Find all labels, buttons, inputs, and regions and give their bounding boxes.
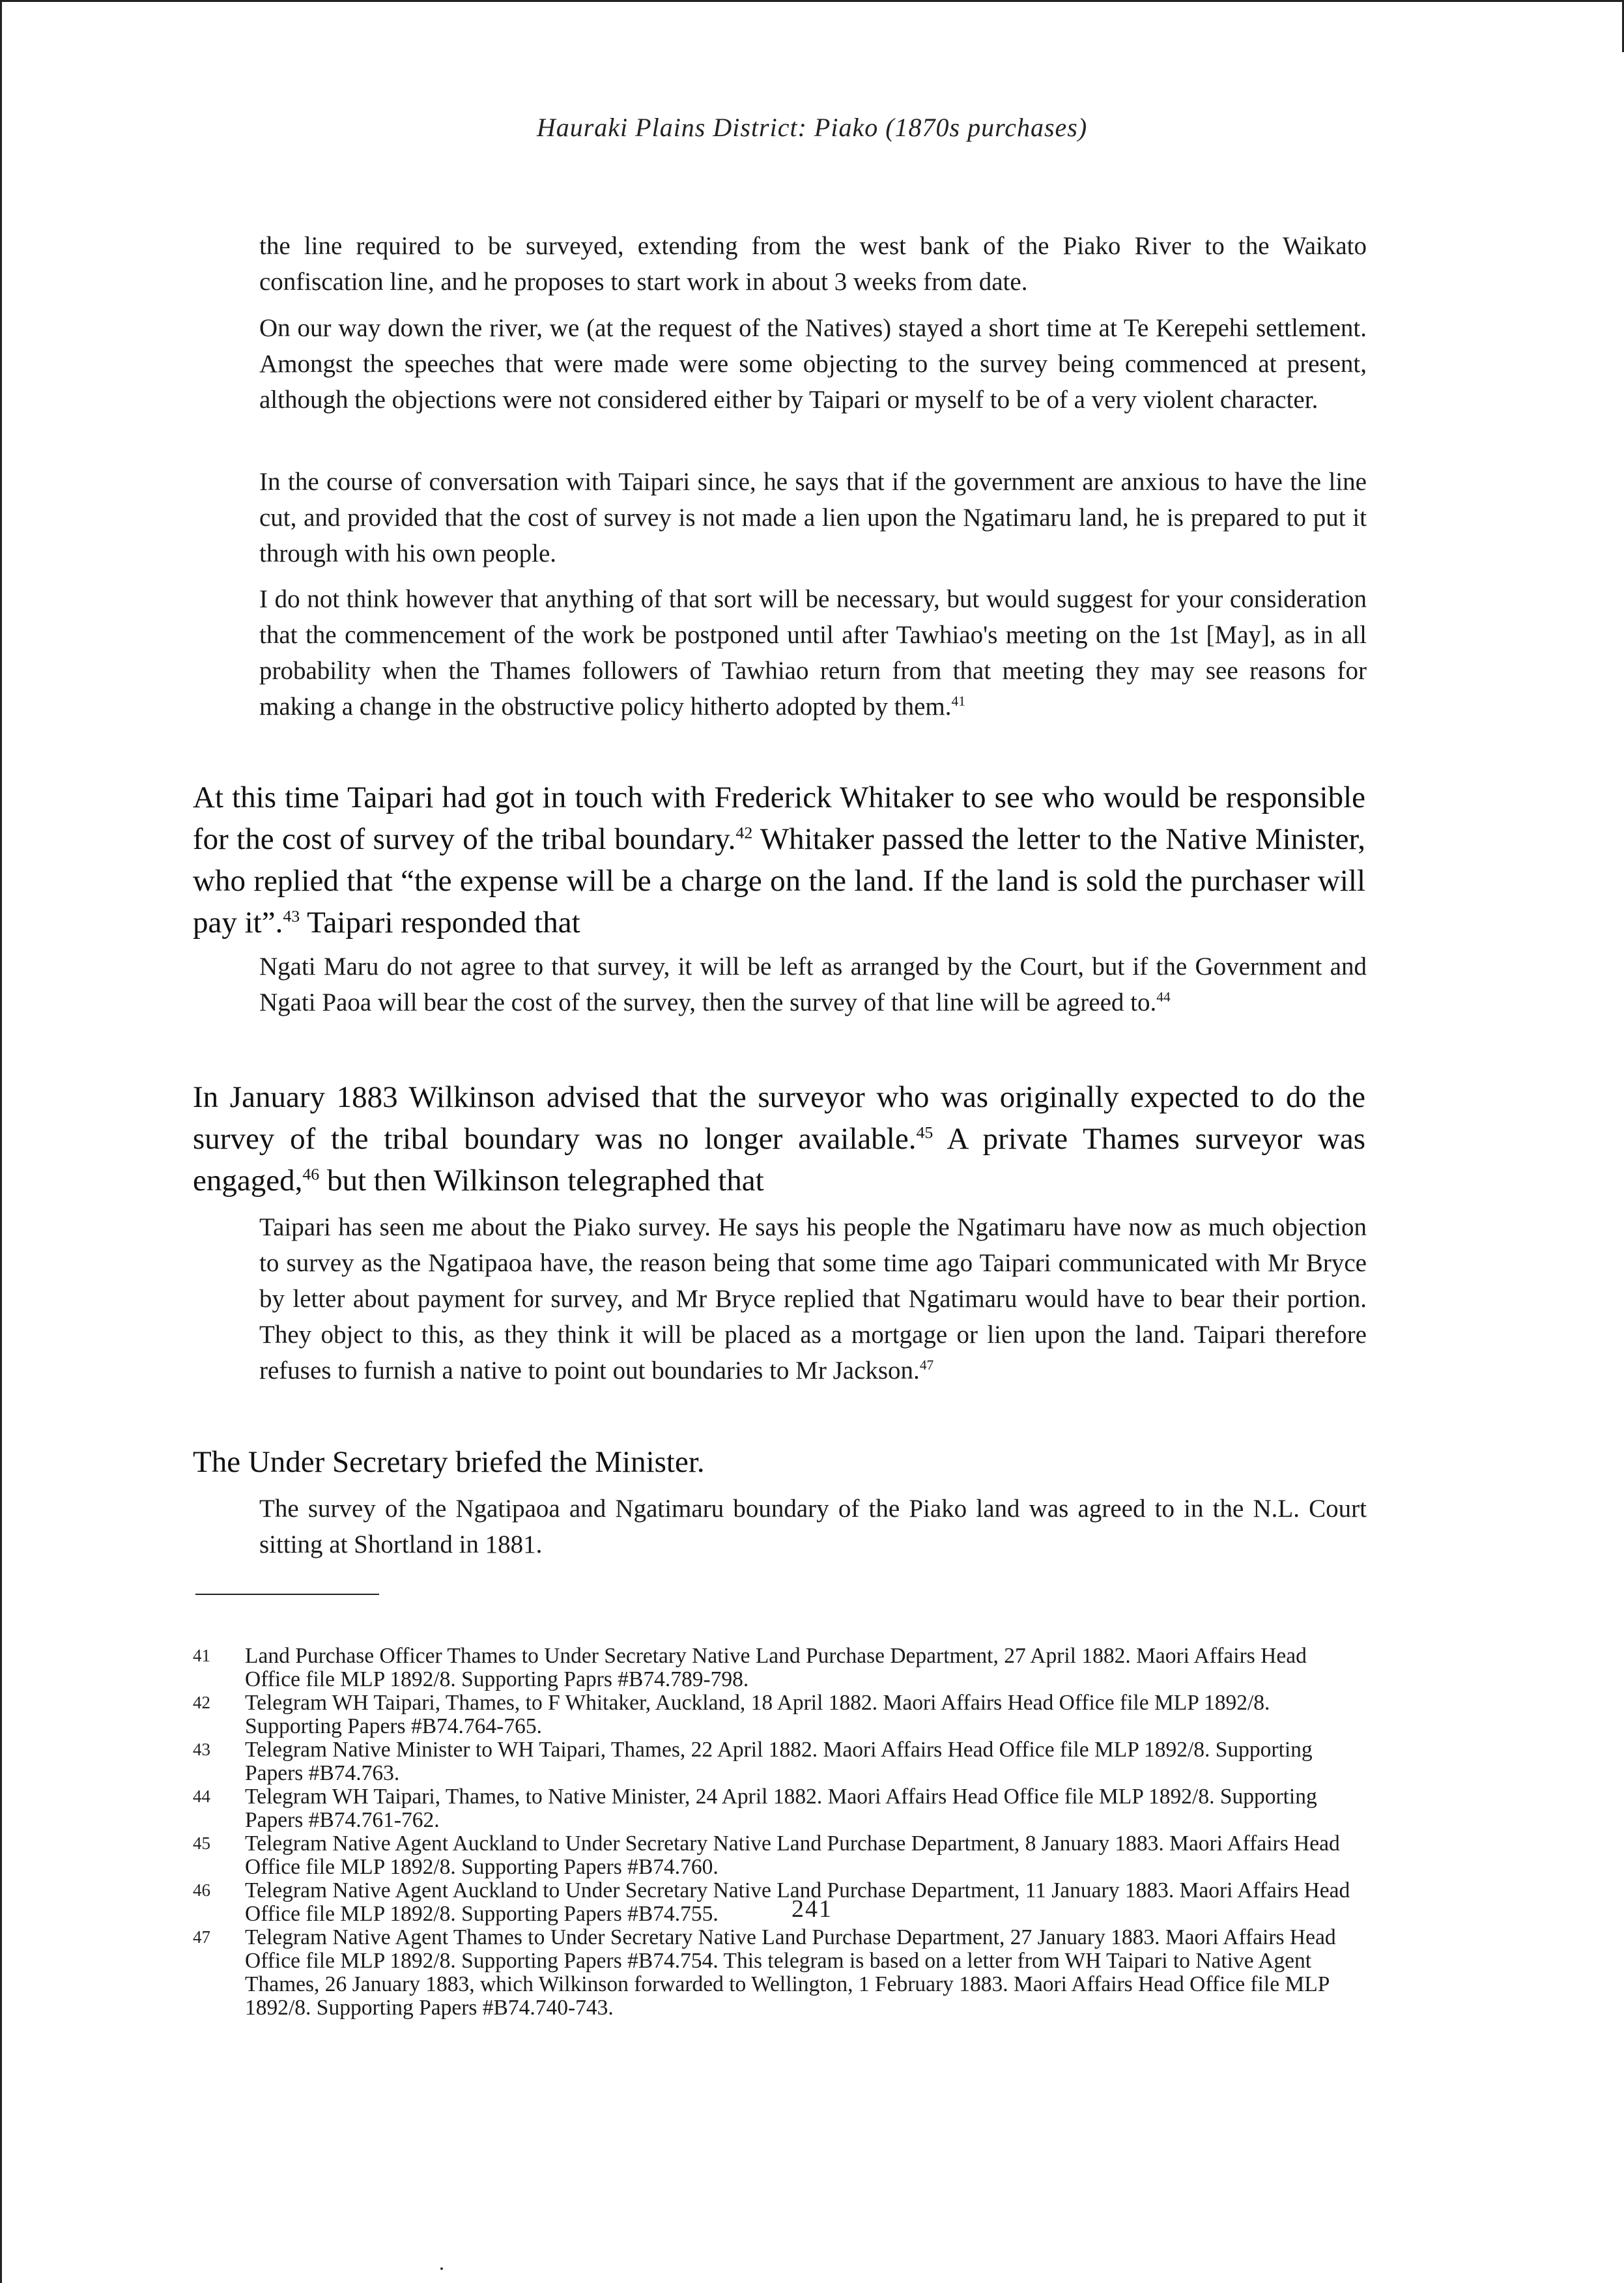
- quote-paragraph: [259, 949, 1367, 1020]
- footnote-ref[interactable]: 44: [1156, 989, 1171, 1005]
- footnote: [193, 1738, 1365, 1785]
- quote-text: I do not think however that anything of that sort will be necessary, but would suggest for your consideration that the commencement of the work be postponed until after Tawhiao's meeting on the 1st [May], as in all probability when the Thames followers of Tawhiao return from that meeting they may see reasons for making a change in the obstructive policy hitherto adopted by them.: [259, 585, 1367, 721]
- footnote: [193, 1644, 1365, 1691]
- footnote-number: 45: [193, 1833, 210, 1853]
- body-text: The Under Secretary briefed the Minister.: [193, 1445, 705, 1479]
- scan-edge-top: [0, 0, 1624, 2]
- footnote-number: 44: [193, 1787, 210, 1806]
- footnote-ref[interactable]: 43: [283, 906, 300, 926]
- footnote-ref[interactable]: 41: [951, 693, 965, 709]
- footnote-number: 46: [193, 1880, 210, 1900]
- footnote: [193, 1691, 1365, 1738]
- footnote-text: Telegram Native Minister to WH Taipari, Thames, 22 April 1882. Maori Affairs Head Office file MLP 1892/8. Supporting Papers #B74.763.: [245, 1738, 1313, 1785]
- footnote-text: Telegram WH Taipari, Thames, to Native Minister, 24 April 1882. Maori Affairs Head Office file MLP 1892/8. Supporting Papers #B74.761-762.: [245, 1785, 1317, 1832]
- body-paragraph: [193, 1076, 1365, 1201]
- body-text: At this time Taipari had got in touch with Frederick Whitaker to see who would be responsible for the cost of survey of the tribal boundary.: [193, 781, 1365, 856]
- footnotes: [193, 1644, 1365, 2020]
- quote-paragraph: [259, 581, 1367, 725]
- quote-paragraph: [259, 1209, 1367, 1388]
- quote-text: In the course of conversation with Taipari since, he says that if the government are anxious to have the line cut, and provided that the cost of survey is not made a lien upon the Ngatimaru land, he is prepared to put it through with his own people.: [259, 468, 1367, 567]
- footnote-ref[interactable]: 46: [302, 1164, 320, 1184]
- body-text: In January 1883 Wilkinson advised that the surveyor who was originally expected to do the survey of the tribal boundary was no longer available.: [193, 1080, 1365, 1156]
- quote-paragraph: [259, 1491, 1367, 1562]
- scan-edge-left: [0, 0, 2, 2283]
- footnote-number: 41: [193, 1646, 210, 1665]
- footnote-text: Telegram WH Taipari, Thames, to F Whitaker, Auckland, 18 April 1882. Maori Affairs Head Office file MLP 1892/8. Supporting Papers #B74.764-765.: [245, 1691, 1270, 1738]
- body-text: Taipari responded that: [307, 906, 580, 940]
- footnote-text: Telegram Native Agent Auckland to Under Secretary Native Land Purchase Department, 8 January 1883. Maori Affairs Head Office file MLP 1892/8. Supporting Papers #B74.760.: [245, 1831, 1340, 1879]
- footnote-separator: [195, 1594, 379, 1595]
- quote-text: Ngati Maru do not agree to that survey, it will be left as arranged by the Court, but if the Government and Ngati Paoa will bear the cost of the survey, then the survey of that line will be agreed to.: [259, 953, 1367, 1016]
- footnote-ref[interactable]: 45: [916, 1123, 933, 1142]
- body-text: but then Wilkinson telegraphed that: [326, 1164, 764, 1198]
- quote-paragraph: [259, 228, 1367, 300]
- footnote: [193, 1785, 1365, 1832]
- footnote-number: 47: [193, 1927, 210, 1947]
- body-text: Whitaker passed the letter to the Native Minister, who replied that “the expense will be a charge on the land. If the land is sold the purchaser will pay it”.: [193, 822, 1366, 940]
- quote-paragraph: [259, 310, 1367, 418]
- quote-text: Taipari has seen me about the Piako survey. He says his people the Ngatimaru have now as much objection to survey as the Ngatipaoa have, the reason being that some time ago Taipari communicated with Mr Bryce by letter about payment for survey, and Mr Bryce replied that Ngatimaru would have to bear their portion. They object to this, as they think it will be placed as a mortgage or lien upon the land. Taipari therefore refuses to furnish a native to point out boundaries to Mr Jackson.: [259, 1213, 1367, 1385]
- body-text: A private Thames surveyor was engaged,: [193, 1122, 1365, 1198]
- footnote-ref[interactable]: 42: [735, 823, 753, 842]
- footnote-text: Telegram Native Agent Auckland to Under Secretary Native Land Purchase Department, 11 January 1883. Maori Affairs Head Office file MLP 1892/8. Supporting Papers #B74.755.: [245, 1878, 1350, 1926]
- running-header: Hauraki Plains District: Piako (1870s purchases): [536, 113, 1088, 142]
- footnote-number: 43: [193, 1740, 210, 1759]
- footnote-text: Land Purchase Officer Thames to Under Secretary Native Land Purchase Department, 27 April 1882. Maori Affairs Head Office file MLP 1892/8. Supporting Paprs #B74.789-798.: [245, 1644, 1307, 1691]
- scan-speck: [440, 2267, 443, 2270]
- quote-text: the line required to be surveyed, extending from the west bank of the Piako River to the Waikato confiscation line, and he proposes to start work in about 3 weeks from date.: [259, 232, 1367, 296]
- body-paragraph: [193, 1441, 1365, 1483]
- footnote: [193, 1832, 1365, 1879]
- quote-text: On our way down the river, we (at the request of the Natives) stayed a short time at Te Kerepehi settlement. Amongst the speeches that were made were some objecting to the survey being commenced at present, although the objections were not considered either by Taipari or myself to be of a very violent character.: [259, 314, 1367, 414]
- quote-text: The survey of the Ngatipaoa and Ngatimaru boundary of the Piako land was agreed to in the N.L. Court sitting at Shortland in 1881.: [259, 1495, 1367, 1558]
- footnote: [193, 1926, 1365, 2020]
- page-number: 241: [791, 1895, 833, 1923]
- footnote-text: Telegram Native Agent Thames to Under Secretary Native Land Purchase Department, 27 January 1883. Maori Affairs Head Office file MLP 1892/8. Supporting Papers #B74.754. This telegram is based on a letter from WH Taipari to Native Agent Thames, 26 January 1883, which Wilkinson forwarded to Wellington, 1 February 1883. Maori Affairs Head Office file MLP 1892/8. Supporting Papers #B74.740-743.: [245, 1925, 1336, 2020]
- body-paragraph: [193, 777, 1365, 943]
- footnote-number: 42: [193, 1693, 210, 1712]
- footnote-ref[interactable]: 47: [919, 1357, 934, 1373]
- quote-paragraph: [259, 464, 1367, 571]
